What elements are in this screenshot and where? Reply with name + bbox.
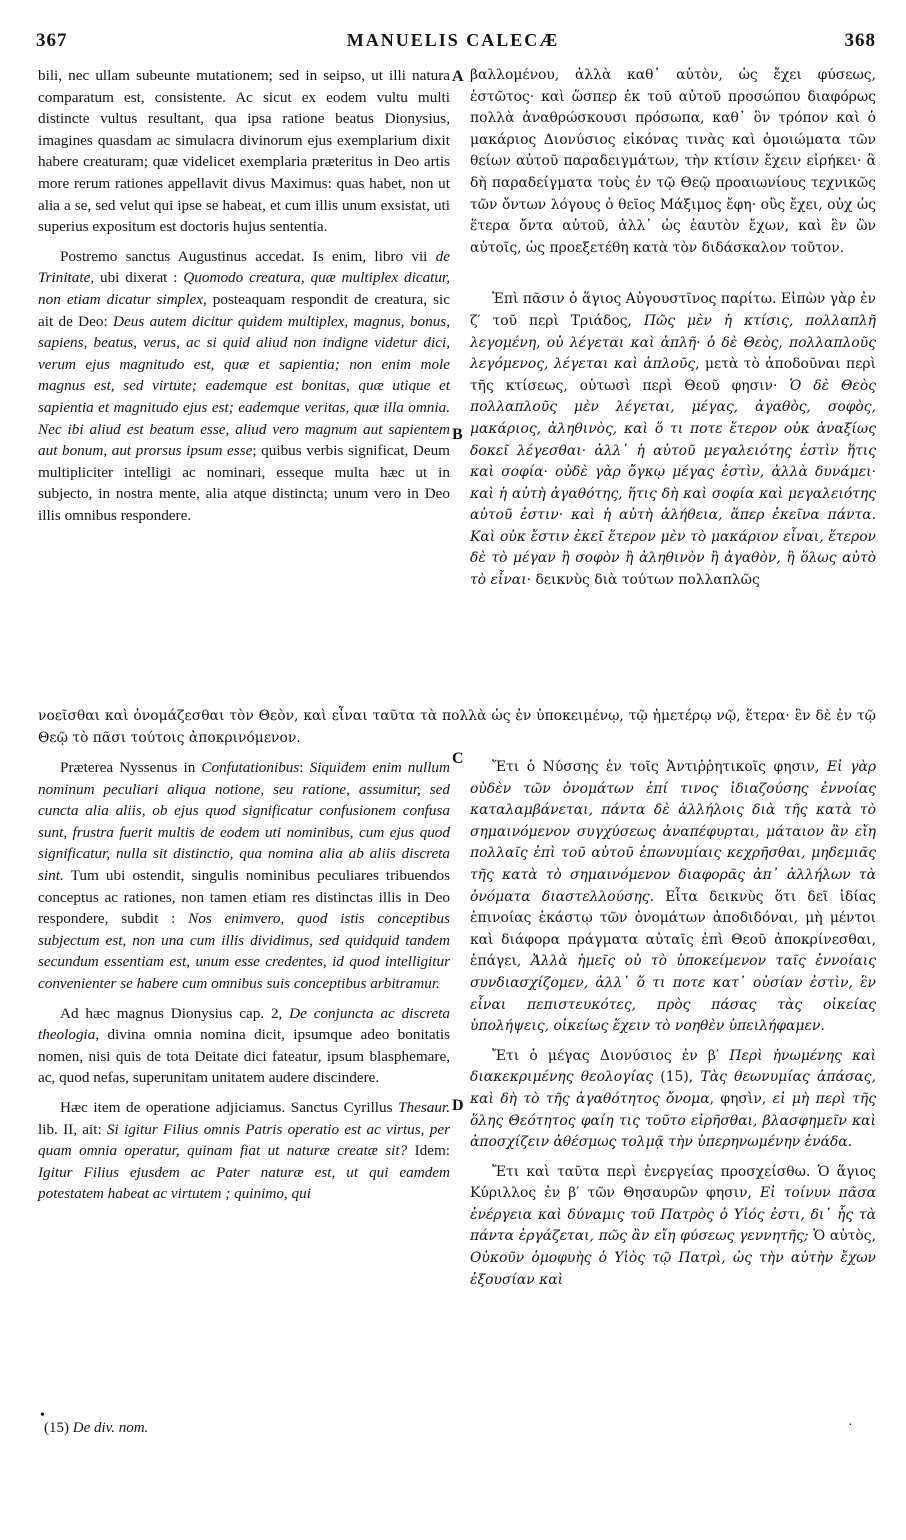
footnote-number: (15) — [44, 1420, 73, 1436]
greek-full-width-continuation: νοεῖσθαι καὶ ὀνομάζεσθαι τὸν Θεὸν, καὶ εἶναι ταῦτα τὰ πολλὰ ὡς ἐν ὑποκειμένῳ, τῷ ἡμετέρῳ νῷ, ἕτερα· ἓν δὲ ἐν τῷ Θεῷ τὸ πᾶσι τούτοις ἀποκρινόμενον. — [38, 708, 876, 746]
right-page-number: 368 — [844, 30, 876, 51]
latin-paragraph-5: Hæc item de operatione adjiciamus. Sanctus Cyrillus Thesaur. lib. II, ait: Si igitur Filius omnis Patris operatio est ac virtus, per quam omnia operatur, quinam fiat ut naturæ creatæ sit? Idem: Igitur Filius ejusdem ac Pater naturæ est, ut qui eamdem potestatem habeat ac virtutem ; quinimo, qui — [38, 1098, 450, 1203]
greek-paragraph-3: Ἔτι ὁ Νύσσης ἐν τοῖς Ἀντιῤῥητικοῖς φησιν, Εἰ γὰρ οὐδὲν τῶν ὀνομάτων ἐπί τινος ἰδιαζούσης ἐννοίας καταλαμβάνεται, πάντα δὲ ἀλλήλοις διὰ τῆς κατὰ τὸ σημαινόμενον συγχύσεως ἀναπέφυρται, μάταιον ἂν εἴη πολλαῖς ἐπὶ τοῦ αὐτοῦ ἐπωνυμίαις κεχρῆσθαι, μηδεμιᾶς τῆς κατὰ τὸ σημαινόμενον διαφορᾶς ἀπ᾿ ἀλλήλων τὰ ὀνόματα διαστελλούσης. Εἶτα δεικνὺς ὅτι δεῖ ἰδίας ἐπινοίας ἑκάστῳ τῶν ὀνομάτων ἀποδιδόναι, μὴ μέντοι καὶ διάφορα πράγματα αὐταῖς ἐπὶ Θεοῦ ἀποκρίνεσθαι, ἐπάγει, Ἀλλὰ ἡμεῖς οὐ τὸ ὑποκείμενον ταῖς ἐννοίαις συνδιασχίζομεν, ἀλλ᾿ ὅ τι ποτε κατ᾿ οὐσίαν ἐστὶν, ἓν εἶναι πεπιστευκότες, πρὸς πάσας τὰς οἰκείας ὑπολήψεις, οἰκείως ἔχειν τὸ νοηθὲν ὑπειλήφαμεν. — [470, 759, 876, 1035]
footnote — [44, 1420, 148, 1437]
margin-marker-c: C — [452, 750, 464, 767]
footnote-text: De div. nom. — [72, 1420, 149, 1436]
latin-paragraph-2: Postremo sanctus Augustinus accedat. Is enim, libro vii de Trinitate, ubi dixerat : Quomodo creatura, quæ multiplex dicatur, non etiam dicatur simplex, posteaquam respondit de creatura, sic ait de Deo: Deus autem dicitur quidem multiplex, magnus, bonus, sapiens, beatus, verus, ac si quid aliud non indigne videtur dici, verum ejus magnitudo est, quæ et sapientia; non enim mole magnus est, sed virtute; eademque est bonitas, quæ utique et sapientia et magnitudo ejus est; eademque veritas, quæ illa omnia. Nec ibi aliud est beatum esse, aliud vero magnum aut sapientem aut bonum, aut prorsus ipsum esse; quibus verbis significat, Deum multipliciter intelligi ac nominari, esseque multa hæc ut in subjecto, in nostra mente, alia atque distincta; unum vero in Deo illis omnibus respondere. — [38, 247, 450, 524]
margin-marker-a: A — [452, 68, 464, 85]
print-speck: • — [40, 1408, 45, 1423]
latin-paragraph-1: bili, nec ullam subeunte mutationem; sed in seipso, ut illi natura comparatum est, consistente. Ac sicut ex eodem vultu multi distincte vultus resultant, qua ipsa ratione beatus Dionysius, imagines quasdam ac simulacra divinorum ejus exemplarium dixit habere creaturam; quæ videlicet exemplaria præteritus in Deo artis more rerum rationes appellavit divus Maximus: quas habet, non ut alia a se, sed velut qui ipse se habeat, et cum illis unum exsistat, uti superius expositum est doctoris hujus sententia. — [38, 67, 450, 236]
latin-column-upper — [38, 65, 450, 526]
print-speck: · — [848, 1418, 853, 1433]
greek-column-lower — [470, 757, 876, 1291]
greek-paragraph-5: Ἔτι καὶ ταῦτα περὶ ἐνεργείας προσχείσθω. Ὁ ἅγιος Κύριλλος ἐν β′ τῶν Θησαυρῶν φησιν, Εἰ τοίνυν πᾶσα ἐνέργεια καὶ δύναμις τοῦ Πατρὸς ὁ Υἱός ἐστι, δι᾿ ἧς τὰ πάντα ἐργάζεται, πῶς ἂν εἴη φύσεως γεννητῆς; Ὁ αὐτὸς, Οὐκοῦν ὁμοφυὴς ὁ Υἱὸς τῷ Πατρὶ, ὡς τὴν αὐτὴν ἔχων ἐξουσίαν καὶ — [470, 1163, 876, 1288]
margin-marker-b: B — [452, 426, 463, 443]
greek-paragraph-1: βαλλομένου, ἀλλὰ καθ᾿ αὑτὸν, ὡς ἔχει φύσεως, ἑστῶτος· καὶ ὥσπερ ἐκ τοῦ αὐτοῦ προσώπου διαφόρως πολλὰ ἀναθρώσκουσι πρόσωπα, καθ᾿ ὃν τρόπον καὶ ὁ μακάριος Διονύσιος εἰκόνας τινὰς καὶ ὁμοιώματα τῶν θείων αὐτοῦ παραδειγμάτων, τὴν κτίσιν ἔχειν εἰρήκει· ἃ δὴ παραδείγματα τοὺς ἐν τῷ Θεῷ προαιωνίους τεχνικῶς τῶν ὄντων λόγους ὁ θεῖος Μάξιμος ἔφη· οὓς ἔχει, οὐχ ὡς ἕτερα ὄντα αὐτοῦ, ἀλλ᾿ ὡς ἑαυτὸν ἔχων, καὶ ἓν ὢν αὐτοῖς, ὡς προεξετέθη κατὰ τὸν διδάσκαλον τοῦτον. — [470, 67, 876, 256]
margin-marker-d: D — [452, 1097, 464, 1114]
latin-column-lower — [38, 757, 450, 1205]
left-page-number: 367 — [36, 30, 68, 51]
greek-column-upper — [470, 65, 876, 592]
greek-paragraph-2: Ἐπὶ πᾶσιν ὁ ἅγιος Αὐγουστῖνος παρίτω. Εἰπὼν γὰρ ἐν ζ′ τοῦ περὶ Τριάδος, Πῶς μὲν ἡ κτίσις, πολλαπλῆ λεγομένη, οὐ λέγεται καὶ ἁπλῆ· ὁ δὲ Θεὸς, πολλαπλοῦς λεγόμενος, λέγεται καὶ ἁπλοῦς, μετὰ τὸ ἀποδοῦναι περὶ τῆς κτίσεως, οὑτωσὶ περὶ Θεοῦ φησιν· Ὁ δὲ Θεὸς πολλαπλοῦς μὲν λέγεται, μέγας, ἀγαθὸς, σοφὸς, μακάριος, ἀληθινὸς, καὶ ὅ τι ποτε ἕτερον οὐκ ἀναξίως δοκεῖ λέγεσθαι· ἀλλ᾿ ἡ αὐτοῦ μεγαλειότης ἐστὶν ἥτις καὶ σοφία· οὐδὲ γὰρ ὄγκῳ μέγας ἐστὶν, ἀλλὰ δυνάμει· καὶ ἡ αὐτὴ ἀγαθότης, ἥτις δὴ καὶ σοφία καὶ μεγαλειότης αὐτοῦ ἐστιν· καὶ ἡ αὐτὴ ἀλήθεια, ἅπερ ἐκεῖνα πάντα. Καὶ οὐκ ἔστιν ἐκεῖ ἕτερον μὲν τὸ μακάριον εἶναι, ἕτερον δὲ τὸ μέγαν ἢ σοφὸν ἢ ἀληθινὸν ἢ ἀγαθὸν, ἢ ὅλως αὐτὸ τὸ εἶναι· δεικνὺς διὰ τούτων πολλαπλῶς — [470, 291, 876, 589]
running-title: MANUELIS CALECÆ — [346, 30, 560, 50]
latin-paragraph-3: Præterea Nyssenus in Confutationibus: Siquidem enim nullum nominum peculiari aliqua notione, seu ratione, assumitur, sed cuncta alia aliis, ob ejus quod significatur confusionem confusa sunt, frustra fuerit multis de eodem uti nominibus, cum ejus quod significatur, nulla sit distinctio, qua nomina alia ab aliis discreta sint. Tum ubi ostendit, singulis nominibus peculiares tribuendos conceptus ac rationes, non tamen etiam res distinctas illis in Deo respondere, subdit : Nos enimvero, quod istis conceptibus subjectum est, non una cum illis dividimus, sed quidquid tandem secundum essentiam est, unum esse credentes, id quod intelligitur convenienter se habere cum omnibus suis conceptibus arbitramur. — [38, 759, 450, 992]
greek-paragraph-4: Ἔτι ὁ μέγας Διονύσιος ἐν β′ Περὶ ἡνωμένης καὶ διακεκριμένης θεολογίας (15), Τὰς θεωνυμίας ἁπάσας, καὶ δὴ τὸ τῆς ἀγαθότητος ὄνομα, φησὶν, εἰ μὴ περὶ τῆς ὅλης Θεότητος φαίη τις τοῦτο εἰρῆσθαι, βλασφημεῖν καὶ ἀποσχίζειν ἀθέσμως τολμᾷ τὴν ὑπερηνωμένην ἑνάδα. — [470, 1047, 877, 1151]
latin-paragraph-4: Ad hæc magnus Dionysius cap. 2, De conjuncta ac discreta theologia, divina omnia nomina dicit, ipsumque adeo bonitatis nomen, nisi quis de tota Deitate dici fateatur, ipsum blasphemare, ac, quod nefas, superunitam unitatem audere discindere. — [38, 1004, 450, 1087]
